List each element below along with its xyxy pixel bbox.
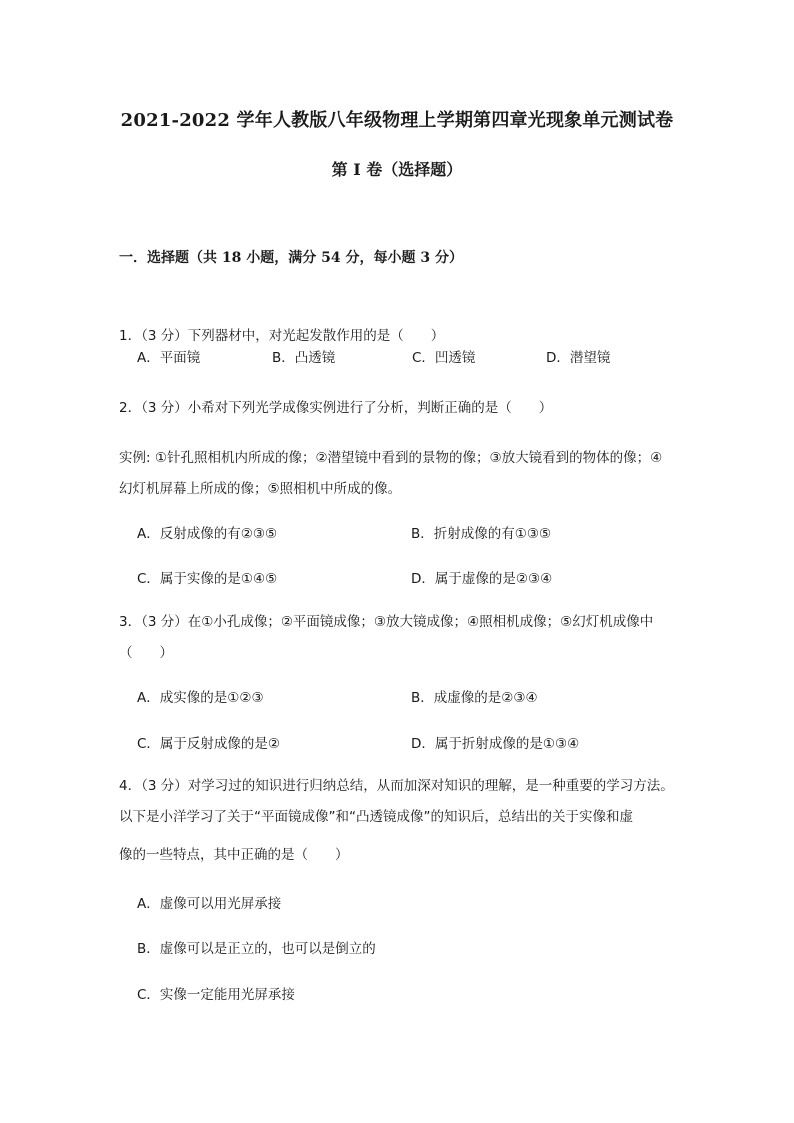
question-4-stem-line-1: 4．（3 分）对学习过的知识进行归纳总结，从而加深对知识的理解，是一种重要的学习方法。 — [119, 778, 674, 794]
question-1-option-c: C．凹透镜 — [412, 350, 476, 366]
question-2-stem: 2．（3 分）小希对下列光学成像实例进行了分析，判断正确的是（ ） — [119, 400, 553, 416]
question-1-option-b: B．凸透镜 — [272, 350, 336, 366]
question-2-option-a: A．反射成像的有②③⑤ — [137, 526, 278, 542]
question-4-option-a: A．虚像可以用光屏承接 — [137, 896, 282, 912]
question-3-option-d: D．属于折射成像的是①③④ — [411, 736, 580, 752]
question-2-option-b: B．折射成像的有①③⑤ — [411, 526, 552, 542]
exam-subtitle: 第 I 卷（选择题） — [331, 160, 463, 179]
question-2-option-c: C．属于实像的是①④⑤ — [137, 571, 278, 587]
question-1-option-a: A．平面镜 — [137, 350, 201, 366]
question-1-stem: 1．（3 分）下列器材中，对光起发散作用的是（ ） — [119, 328, 445, 344]
question-4-stem-line-3: 像的一些特点，其中正确的是（ ） — [119, 847, 349, 863]
question-3-option-a: A．成实像的是①②③ — [137, 690, 264, 706]
question-3-option-b: B．成虚像的是②③④ — [411, 690, 538, 706]
question-3-stem-line-1: 3．（3 分）在①小孔成像；②平面镜成像；③放大镜成像；④照相机成像；⑤幻灯机成像中 — [119, 614, 654, 630]
question-3-stem-line-2: （ ） — [119, 645, 173, 661]
exam-title: 2021-2022 学年人教版八年级物理上学期第四章光现象单元测试卷 — [120, 110, 674, 131]
question-4-stem-line-2: 以下是小洋学习了关于“平面镜成像”和“凸透镜成像”的知识后，总结出的关于实像和虚 — [119, 809, 633, 825]
question-1-option-d: D．潜望镜 — [546, 350, 611, 366]
question-4-option-c: C．实像一定能用光屏承接 — [137, 987, 295, 1003]
question-4-option-b: B．虚像可以是正立的，也可以是倒立的 — [137, 941, 376, 957]
question-2-option-d: D．属于虚像的是②③④ — [411, 571, 553, 587]
question-2-text-line-1: 实例: ①针孔照相机内所成的像；②潜望镜中看到的景物的像；③放大镜看到的物体的像；④ — [119, 450, 663, 466]
section-heading: 一．选择题（共 18 小题，满分 54 分，每小题 3 分） — [119, 250, 463, 266]
question-2-text-line-2: 幻灯机屏幕上所成的像；⑤照相机中所成的像。 — [119, 481, 402, 497]
question-3-option-c: C．属于反射成像的是② — [137, 736, 281, 752]
